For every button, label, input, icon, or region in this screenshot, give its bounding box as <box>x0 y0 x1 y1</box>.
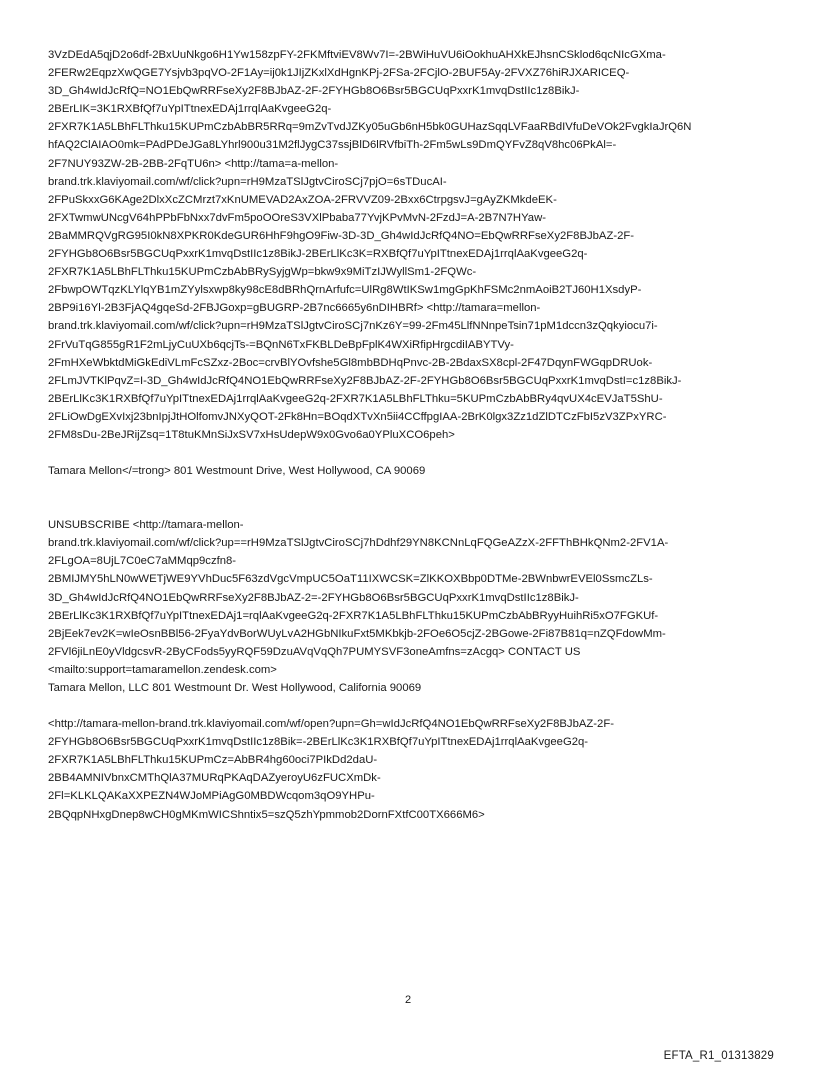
contact-email-link[interactable]: <mailto:support=tamaramellon.zendesk.com> <box>48 663 277 676</box>
text-line: 2BMIJMY5hLN0wWETjWE9YVhDuc5F63zdVgcVmpUC5OaT11IXWCSK=ZlKKOXBbp0DTMe-2BWnbwrEVEl0SsmcZLs- <box>48 573 653 586</box>
text-line: brand.trk.klaviyomail.com/wf/click?upn=rH9MzaTSlJgtvCiroSCj7pjO=6sTDucAI- <box>48 175 447 188</box>
text-line: 2BErLlKc3K1RXBfQf7uYpITtnexEDAj1rrqlAaKvgeeG2q-2FXR7K1A5LBhFLThku=5KUPmCzbAbBRy4qvUX4cEVJaT5ShU- <box>48 392 663 405</box>
text-line: brand.trk.klaviyomail.com/wf/click?up==rH9MzaTSlJgtvCiroSCj7hDdhf29YN8KCNnLqFQGeAZzX-2FFThBHkQNm2-2FV1A- <box>48 537 669 550</box>
text-line: 3D_Gh4wIdJcRfQ4NO1EbQwRRFseXy2F8BJbAZ-2=-2FYHGb8O6Bsr5BGCUqPxxrK1mvqDstIIc1z8BikJ- <box>48 591 579 604</box>
text-line: brand.trk.klaviyomail.com/wf/click?upn=rH9MzaTSlJgtvCiroSCj7nKz6Y=99-2Fm45LlfNNnpeTsin71pM1dccn3zQqkyiocu7i- <box>48 320 658 333</box>
contact-us-line[interactable]: 2FVl6jiLnE0yVldgcsvR-2ByCFods5yyRQF59DzuAVqVqQh7PUMYSVF3oneAmfns=zAcgq> CONTACT US <box>48 645 581 658</box>
text-line: 2FLiOwDgEXvIxj23bnIpjJtHOlfomvJNXyQOT-2Fk8Hn=BOqdXTvXn5ii4CCffpgIAA-2BrK0lgx3Zz1dZlDTCzFbI5zV3ZPxYRC- <box>48 410 667 423</box>
text-line: 2BjEek7ev2K=wIeOsnBBl56-2FyaYdvBorWUyLvA2HGbNIkuFxt5MKbkjb-2FOe6O5cjZ-2BGowe-2Fi87B81q=nZQFdowMm- <box>48 627 666 640</box>
tracking-links-block <box>48 46 772 444</box>
text-line: 2BQqpNHxgDnep8wCH0gMKmWICShntix5=szQ5zhYpmmob2DornFXtfC00TX666M6> <box>48 808 485 821</box>
open-tracking-block <box>48 715 772 824</box>
sender-address <box>48 462 772 480</box>
company-address: Tamara Mellon, LLC 801 Westmount Dr. West Hollywood, California 90069 <box>48 682 422 694</box>
text-line: 2FPuSkxxG6KAge2DlxXcZCMrzt7xKnUMEVAD2AxZOA-2FRVVZ09-2Bxx6CtrpgsvJ=gAyZKMkdeEK- <box>48 193 557 206</box>
text-line: 3VzDEdA5qjD2o6df-2BxUuNkgo6H1Yw158zpFY-2FKMftviEV8Wv7I=-2BWiHuVU6iOokhuAHXkEJhsnCSklod6qcNIcGXma- <box>48 49 666 61</box>
text-line: 2BErLlKc3K1RXBfQf7uYpITtnexEDAj1=rqlAaKvgeeG2q-2FXR7K1A5LBhFLThku15KUPmCzbAbBRyyHuihRi5xO7FGKUf- <box>48 609 659 622</box>
text-line: hfAQ2ClAIAO0mk=PAdPDeJGa8LYhrl900u31M2flJygC37ssjBlD6lRVfbiTh-2Fm5wLs9DmQYFvZ8qV8hc06PkAl=- <box>48 139 617 152</box>
text-line: 2FYHGb8O6Bsr5BGCUqPxxrK1mvqDstIIc1z8Bik=-2BErLlKc3K1RXBfQf7uYpITtnexEDAj1rrqlAaKvgeeG2q- <box>48 736 589 749</box>
text-line: 2FXR7K1A5LBhFLThku15KUPmCzbAbBR5RRq=9mZvTvdJZKy05uGb6nH5bk0GUHazSqqLVFaaRBdIVfuDeVOk2FvgkIaJrQ6N <box>48 121 692 134</box>
unsubscribe-link[interactable]: UNSUBSCRIBE <http://tamara-mellon- <box>48 519 244 532</box>
text-line: 2BaMMRQVgRG95I0kN8XPKR0KdeGUR6HhF9hgO9Fiw-3D-3D_Gh4wIdJcRfQ4NO=EbQwRRFseXy2F8BJbAZ-2F- <box>48 229 635 242</box>
text-line: 2FXTwmwUNcgV64hPPbFbNxx7dvFm5poOOreS3VXlPbaba77YvjKPvMvN-2FzdJ=A-2B7N7HYaw- <box>48 211 546 224</box>
text-line: 2BErLIK=3K1RXBfQf7uYpITtnexEDAj1rrqlAaKvgeeG2q- <box>48 103 332 116</box>
text-line: 2FLmJVTKlPqvZ=I-3D_Gh4wIdJcRfQ4NO1EbQwRRFseXy2F8BJbAZ-2F-2FYHGb8O6Bsr5BGCUqPxxrK1mvqDstI=c1z8BikJ- <box>48 374 682 387</box>
text-line: 2FYHGb8O6Bsr5BGCUqPxxrK1mvqDstIIc1z8BikJ-2BErLlKc3K=RXBfQf7uYpITtnexEDAj1rrqlAaKvgeeG2q- <box>48 248 588 261</box>
text-line: 2FbwpOWTqzKLYlqYB1mZYylsxwp8ky98cE8dBRhQrnArfufc=UlRg8WtIKSw1mgGpKhFSMc2nmAoiB2TJ60H1XsdyP- <box>48 284 642 297</box>
text-line: 2F7NUY93ZW-2B-2BB-2FqTU6n> <http://tama=a-mellon- <box>48 157 339 170</box>
document-id: EFTA_R1_01313829 <box>663 1050 774 1062</box>
text-line: 2FrVuTqG855gR1F2mLjyCuUXb6qcjTs-=BQnN6TxFKBLDeBpFplK4WXiRfipHrgcdiIABYTVy- <box>48 338 514 351</box>
text-line: 2BB4AMNIVbnxCMThQlA37MURqPKAqDAZyeroyU6zFUCXmDk- <box>48 772 381 785</box>
text-line: 2FmHXeWbktdMiGkEdiVLmFcSZxz-2Boc=crvBlYOvfshe5Gl8mbBDHqPnvc-2B-2BdaxSX8cpl-2F47DqynFWGqpDRUok- <box>48 356 653 369</box>
text-line: 2FM8sDu-2BeJRijZsq=1T8tuKMnSiJxSV7xHsUdepW9x0Gvo6a0YPluXCO6peh> <box>48 428 455 441</box>
address-line: Tamara Mellon</=trong> 801 Westmount Drive, West Hollywood, CA 90069 <box>48 465 426 478</box>
text-line: 2FXR7K1A5LBhFLThku15KUPmCz=AbBR4hg60oci7PIkDd2daU- <box>48 754 378 767</box>
text-line: 2BP9i16Yl-2B3FjAQ4gqeSd-2FBJGoxp=gBUGRP-2B7nc6665y6nDIHBRf> <http://tamara=mellon- <box>48 302 541 315</box>
page-number: 2 <box>404 994 412 1006</box>
unsubscribe-block <box>48 516 772 697</box>
text-line: 2FLgOA=8UjL7C0eC7aMMqp9czfn8- <box>48 555 237 568</box>
text-line: 2FXR7K1A5LBhFLThku15KUPmCzbAbBRySyjgWp=bkw9x9MiTzIJWyllSm1-2FQWc- <box>48 266 477 279</box>
text-line: 2FERw2EqpzXwQGE7Ysjvb3pqVO-2F1Ay=ij0k1JIjZKxlXdHgnKPj-2FSa-2FCjlO-2BUF5Ay-2FVXZ76hiRJXARICEQ- <box>48 67 630 80</box>
text-line: 3D_Gh4wIdJcRfQ=NO1EbQwRRFseXy2F8BJbAZ-2F-2FYHGb8O6Bsr5BGCUqPxxrK1mvqDstIIc1z8BikJ- <box>48 85 580 98</box>
text-line: <http://tamara-mellon-brand.trk.klaviyomail.com/wf/open?upn=Gh=wIdJcRfQ4NO1EbQwRRFseXy2F8BJbAZ-2F- <box>48 718 615 731</box>
text-line: 2Fl=KLKLQAKaXXPEZN4WJoMPiAgG0MBDWcqom3qO9YHPu- <box>48 790 375 803</box>
email-body <box>48 46 772 824</box>
